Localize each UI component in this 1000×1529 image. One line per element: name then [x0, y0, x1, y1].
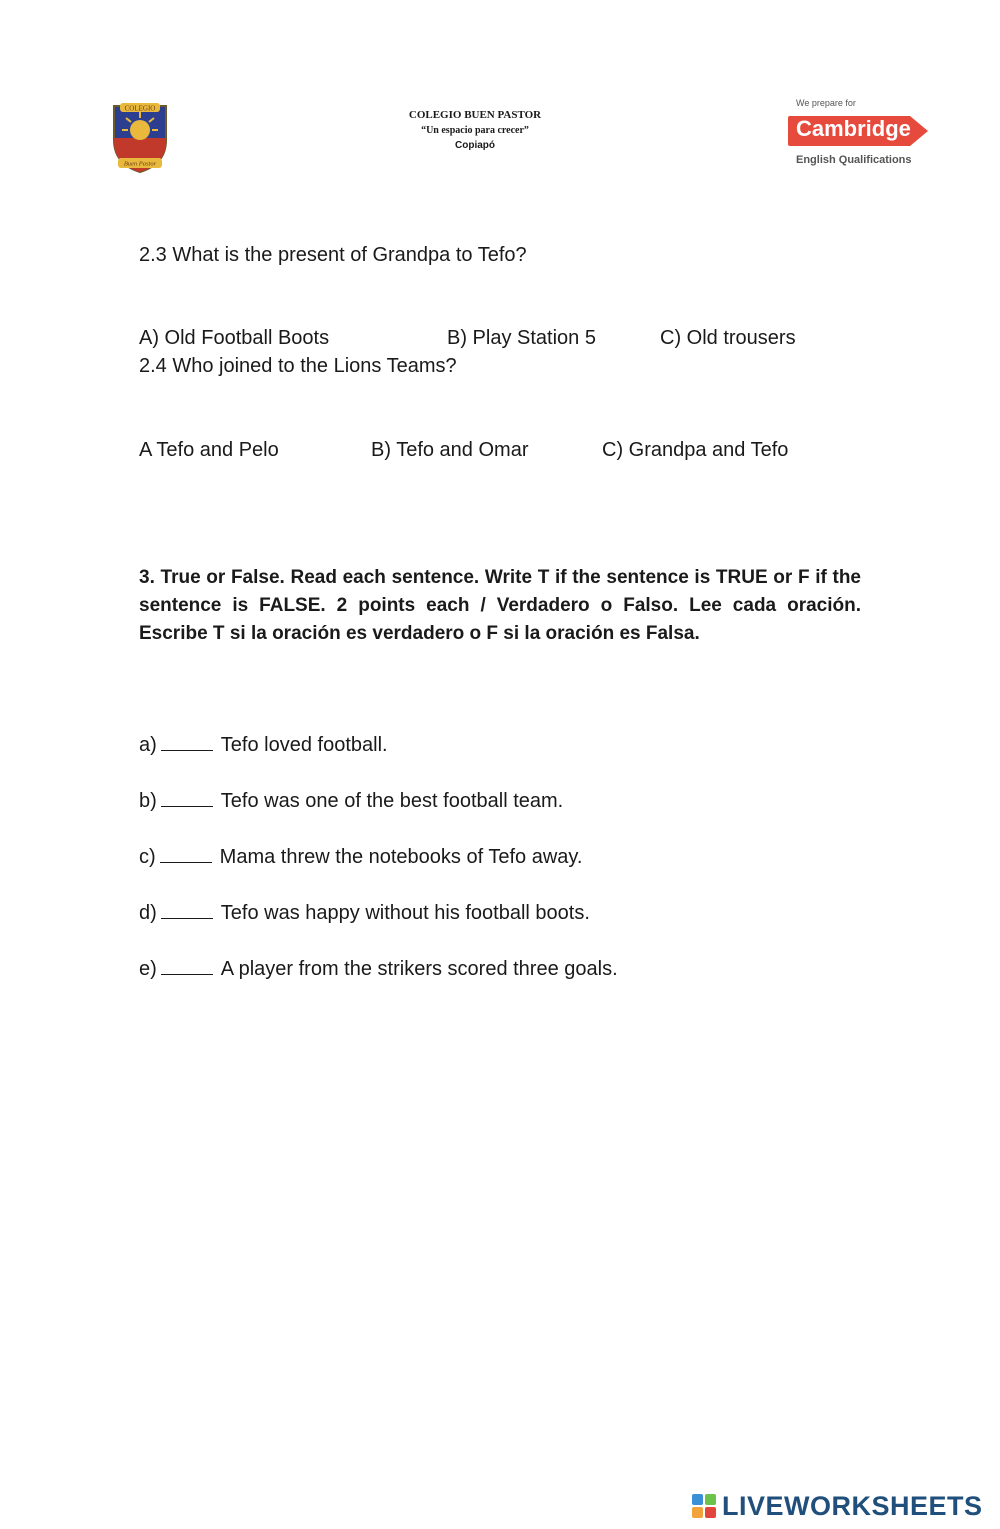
school-crest-logo	[110, 100, 170, 174]
tf-item-letter: d)	[139, 902, 157, 924]
tf-item-c	[139, 843, 582, 871]
answer-blank[interactable]	[160, 844, 212, 863]
tf-item-d	[139, 899, 590, 927]
question-2-4-option-c[interactable]: C) Grandpa and Tefo	[602, 439, 789, 461]
school-city: Copiapó	[455, 140, 495, 151]
crest-bottom-text: Buen Pastor	[123, 160, 157, 168]
question-2-3-option-a[interactable]: A) Old Football Boots	[139, 327, 330, 349]
question-2-3-option-c[interactable]: C) Old trousers	[660, 327, 796, 349]
liveworksheets-icon	[692, 1494, 718, 1518]
question-2-3-option-b[interactable]: B) Play Station 5	[447, 327, 596, 349]
tf-item-text: Tefo was one of the best football team.	[220, 790, 564, 812]
answer-blank[interactable]	[161, 900, 213, 919]
liveworksheets-brand: LIVEWORKSHEETS	[722, 1491, 983, 1521]
answer-blank[interactable]	[161, 788, 213, 807]
answer-blank[interactable]	[161, 956, 213, 975]
school-header	[375, 108, 575, 153]
question-2-4-prompt: 2.4 Who joined to the Lions Teams?	[139, 355, 457, 377]
tf-item-a	[139, 731, 388, 759]
answer-blank[interactable]	[161, 732, 213, 751]
tf-item-text: Tefo loved football.	[220, 734, 388, 756]
tf-item-b	[139, 787, 563, 815]
crest-top-text: COLEGIO	[124, 104, 156, 113]
tf-item-letter: b)	[139, 790, 157, 812]
cambridge-pre-text: We prepare for	[796, 98, 856, 108]
question-2-4-option-a[interactable]: A Tefo and Pelo	[139, 439, 279, 461]
section-3-instructions: 3. True or False. Read each sentence. Write T if the sentence is TRUE or F if the sentence is FALSE. 2 points each / Verdadero o Falso. Lee cada oración. Escribe T si la oración es verdadero o F si la oración es Falsa.	[139, 567, 861, 644]
cambridge-logo	[786, 98, 936, 174]
tf-item-letter: c)	[139, 846, 156, 868]
question-2-4-option-b[interactable]: B) Tefo and Omar	[371, 439, 529, 461]
liveworksheets-logo	[692, 1489, 992, 1523]
tf-item-letter: e)	[139, 958, 157, 980]
question-2-3-prompt: 2.3 What is the present of Grandpa to Tefo?	[139, 244, 527, 266]
tf-item-e	[139, 955, 618, 983]
cambridge-post-text: English Qualifications	[796, 154, 912, 166]
tf-item-text: Mama threw the notebooks of Tefo away.	[219, 846, 583, 868]
tf-item-letter: a)	[139, 734, 157, 756]
tf-item-text: Tefo was happy without his football boots.	[220, 902, 590, 924]
school-motto: “Un espacio para crecer”	[421, 125, 529, 136]
school-name: COLEGIO BUEN PASTOR	[408, 109, 542, 121]
cambridge-name-text: Cambridge	[796, 116, 911, 141]
tf-item-text: A player from the strikers scored three goals.	[220, 958, 618, 980]
